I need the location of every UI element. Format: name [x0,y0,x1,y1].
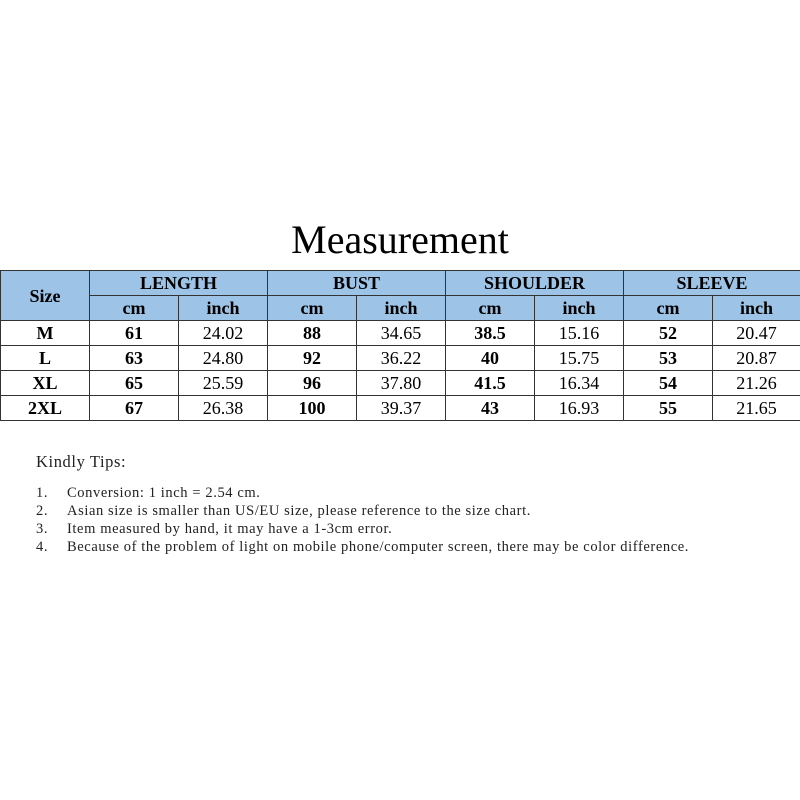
bust-group-header: BUST [268,271,446,296]
page-title: Measurement [291,217,509,262]
unit-header: inch [357,296,446,321]
size-cell: 2XL [1,396,90,421]
table-cell: 65 [90,371,179,396]
table-cell: 20.87 [713,346,800,371]
table-cell: 67 [90,396,179,421]
shoulder-group-header: SHOULDER [446,271,624,296]
list-item [36,538,776,556]
table-cell: 15.16 [535,321,624,346]
tip-text: Asian size is smaller than US/EU size, please reference to the size chart. [67,503,531,519]
table-cell: 61 [90,321,179,346]
table-cell: 16.93 [535,396,624,421]
tip-text: Because of the problem of light on mobile phone/computer screen, there may be color difference. [67,539,690,555]
table-cell: 37.80 [357,371,446,396]
unit-header: inch [713,296,800,321]
table-cell: 88 [268,321,357,346]
table-cell: 36.22 [357,346,446,371]
unit-header: inch [179,296,268,321]
table-cell: 16.34 [535,371,624,396]
size-cell: L [1,346,90,371]
table-header [1,271,800,321]
table-cell: 34.65 [357,321,446,346]
table-cell: 63 [90,346,179,371]
size-cell: M [1,321,90,346]
list-number: 1. [36,485,49,501]
table-cell: 52 [624,321,713,346]
tip-text: Conversion: 1 inch = 2.54 cm. [67,485,261,501]
group-header-row [1,271,800,296]
tip-text: Item measured by hand, it may have a 1-3cm error. [67,521,393,537]
table-cell: 26.38 [179,396,268,421]
tips-heading: Kindly Tips: [36,452,127,471]
list-item [36,520,776,538]
unit-header: inch [535,296,624,321]
table-cell: 54 [624,371,713,396]
table-cell: 21.65 [713,396,800,421]
table-cell: 55 [624,396,713,421]
list-number: 4. [36,539,49,555]
list-number: 2. [36,503,49,519]
list-item [36,484,776,502]
table-row [1,371,800,396]
table-row [1,321,800,346]
length-group-header: LENGTH [90,271,268,296]
table-cell: 53 [624,346,713,371]
table-cell: 96 [268,371,357,396]
table-body [1,321,800,421]
unit-header: cm [624,296,713,321]
table-cell: 43 [446,396,535,421]
kindly-tips-section [36,452,776,556]
unit-header-row [1,296,800,321]
table-cell: 20.47 [713,321,800,346]
table-cell: 15.75 [535,346,624,371]
list-number: 3. [36,521,49,537]
table-cell: 21.26 [713,371,800,396]
sleeve-group-header: SLEEVE [624,271,800,296]
table-cell: 38.5 [446,321,535,346]
tips-list [36,484,776,556]
size-column-header: Size [1,271,90,321]
table-cell: 41.5 [446,371,535,396]
unit-header: cm [90,296,179,321]
table-cell: 40 [446,346,535,371]
table-cell: 39.37 [357,396,446,421]
table-cell: 25.59 [179,371,268,396]
table-row [1,396,800,421]
unit-header: cm [446,296,535,321]
table-cell: 100 [268,396,357,421]
unit-header: cm [268,296,357,321]
size-chart-table [0,270,800,421]
list-item [36,502,776,520]
table-cell: 92 [268,346,357,371]
size-cell: XL [1,371,90,396]
table-cell: 24.80 [179,346,268,371]
table-row [1,346,800,371]
table-cell: 24.02 [179,321,268,346]
